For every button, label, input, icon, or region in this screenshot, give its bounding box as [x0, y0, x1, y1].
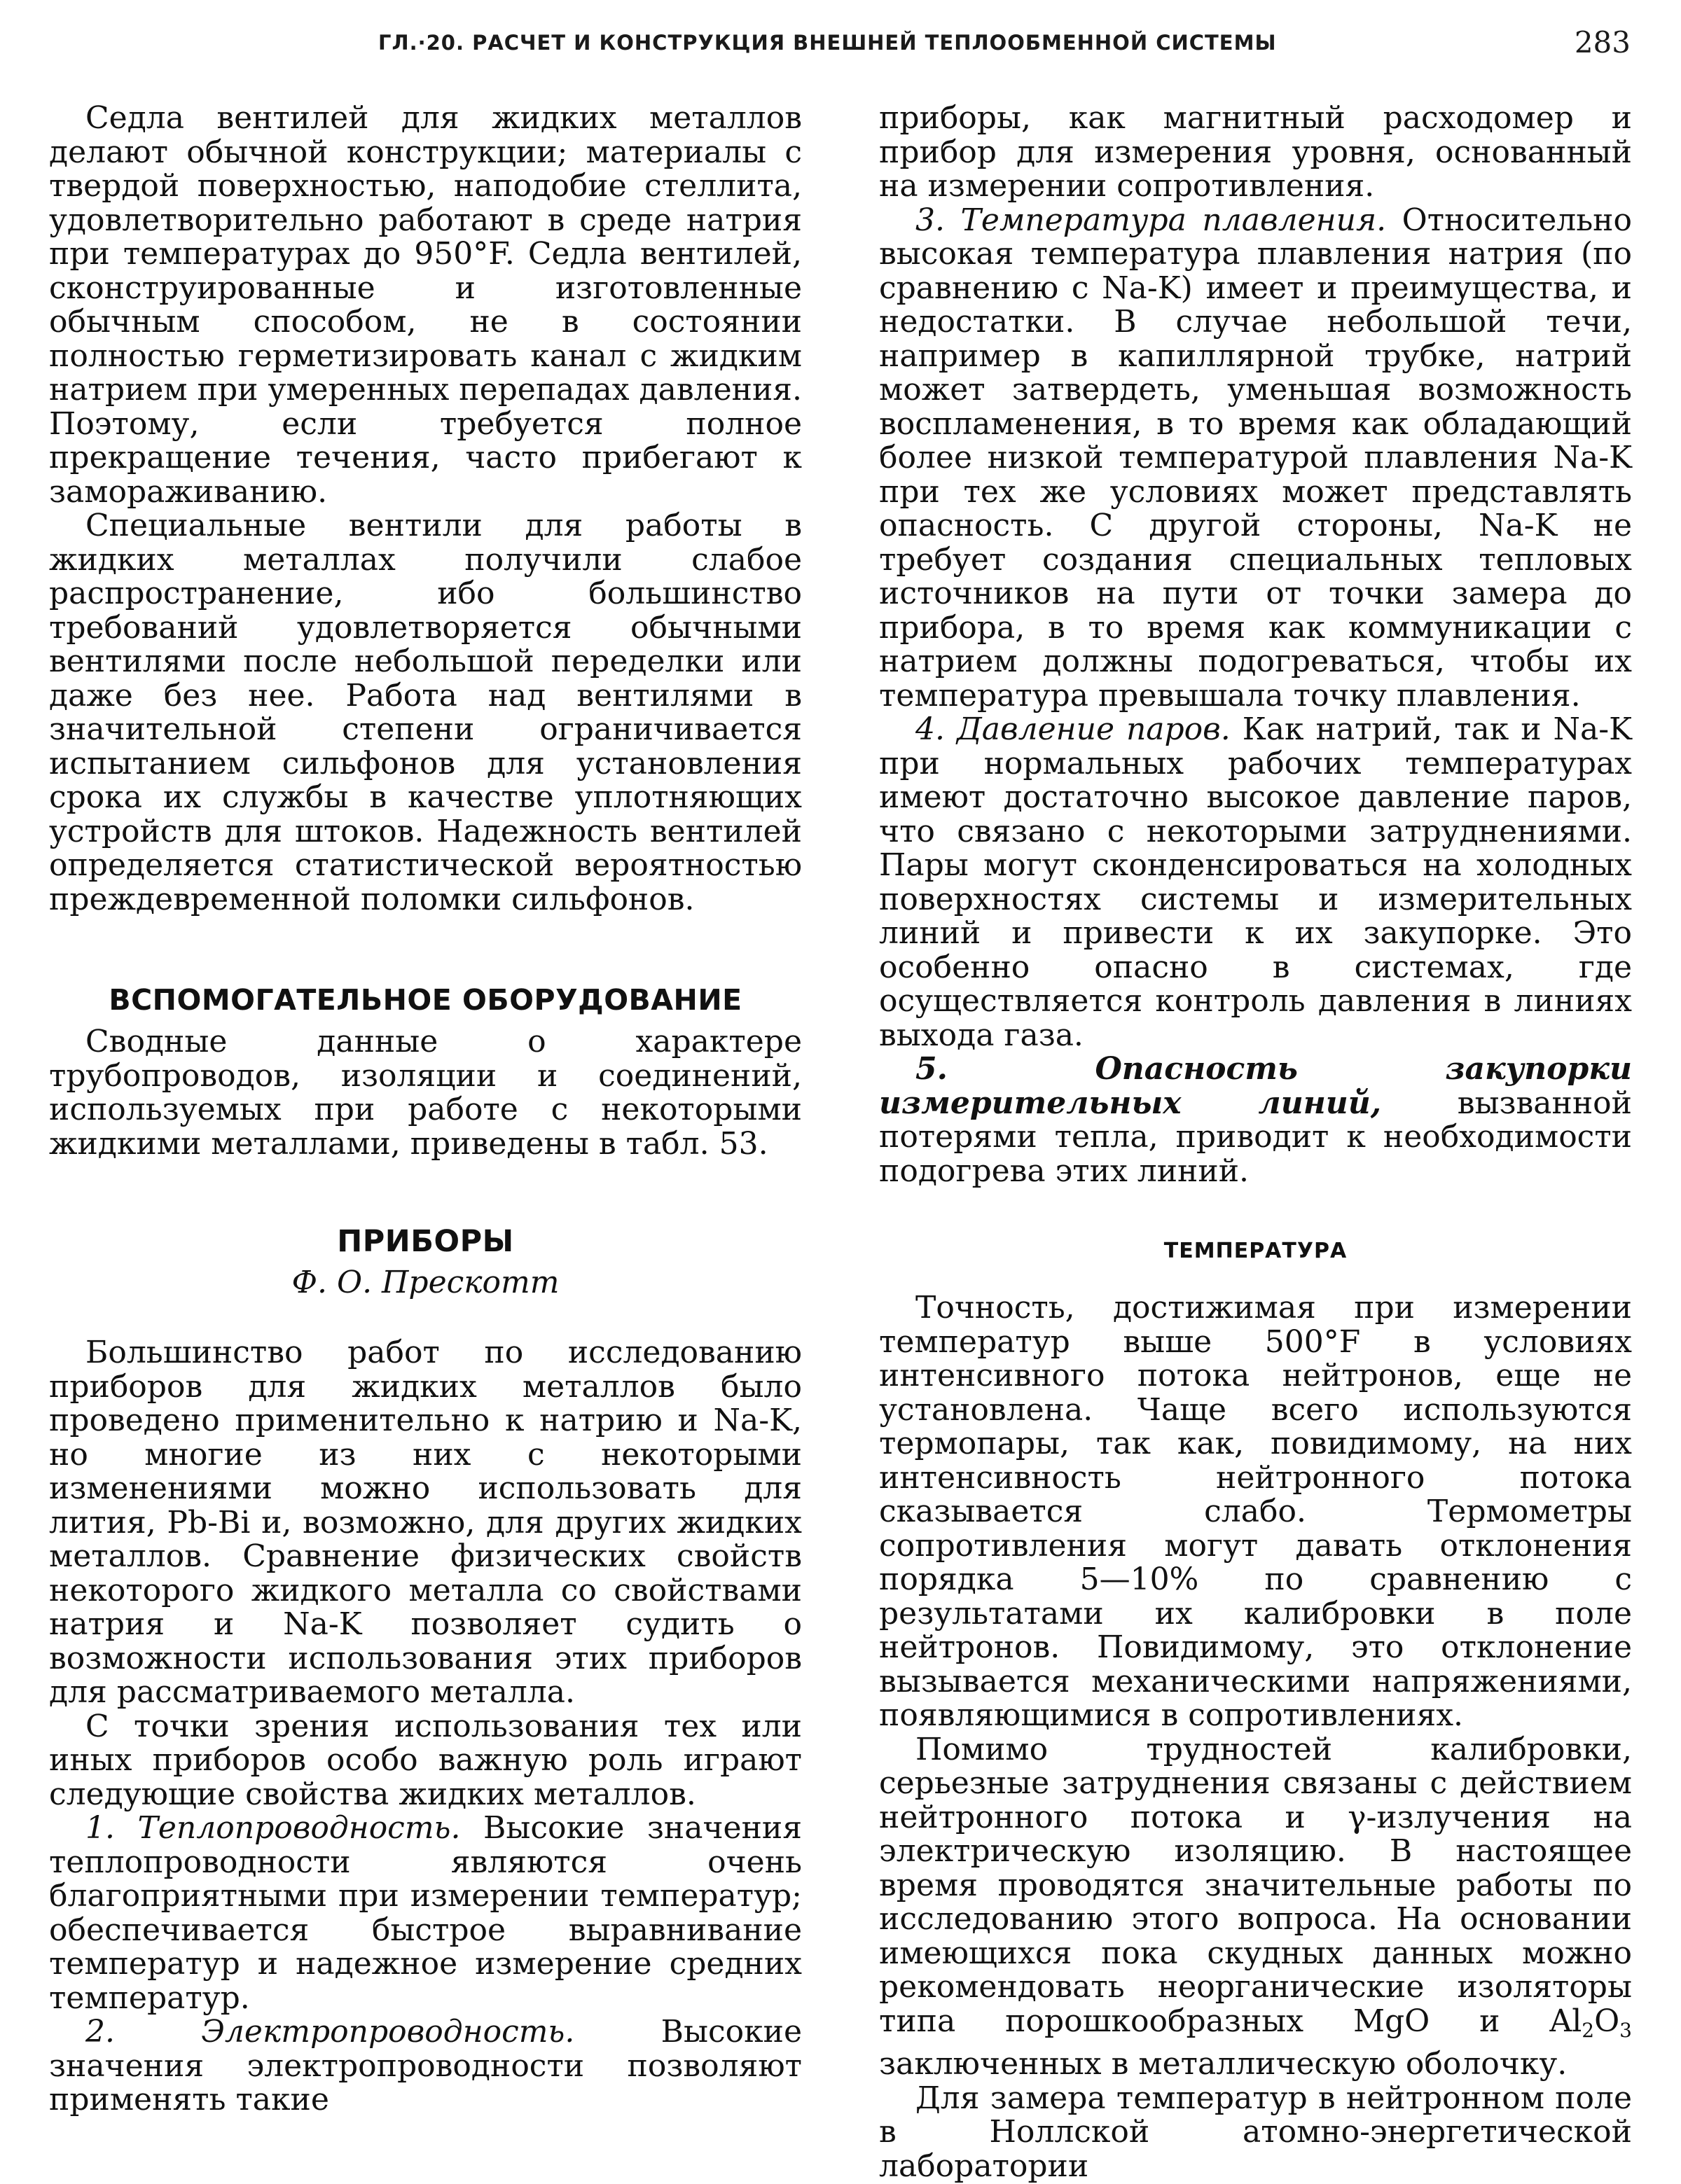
paragraph-devices-intro: Большинство работ по исследованию приборов для жидких металлов было проведено применительно к натрию и Na-K, но многие из них с некоторыми изменениями можно использовать для лития, Pb-Bi и, возможно, для других жидких металлов. Сравнение физических свойств некоторого жидкого металла со свойствами натрия и Na-K позволяет судить о возможности использования этих приборов для рассматриваемого металла.: [49, 1335, 802, 1710]
list-item-label: 1. Теплопроводность.: [85, 1810, 461, 1846]
list-item-label: 5. Опасность закупорки измерительных линий,: [879, 1051, 1632, 1121]
list-item-text: Относительно высокая температура плавления натрия (по сравнению с Na-K) имеет и преимущества, и недостатки. В случае небольшой течи, например в капиллярной трубке, натрий может затвердеть, уменьшая возможность воспламенения, в то время как обладающий более низкой температурой плавления Na-K при тех же условиях может представлять опасность. С другой стороны, Na-K не требует создания специальных тепловых источников на пути от точки замера до прибора, в то время как коммуникации с натрием должны подогреваться, чтобы их температура превышала точку плавления.: [879, 202, 1632, 714]
paragraph-accuracy: Точность, достижимая при измерении температур выше 500°F в условиях интенсивного потока нейтронов, еще не установлена. Чаще всего используются термопары, так как, повидимому, на них интенсивность нейтронного потока сказывается слабо. Термометры сопротивления могут давать отклонения порядка 5—10% по сравнению с результатами их калибровки в поле нейтронов. Повидимому, это отклонение вызывается механическими напряжениями, появляющимися в сопротивлениях.: [879, 1290, 1632, 1733]
author-name: Ф. О. Прескотт: [291, 1265, 560, 1300]
paragraph-auxiliary-equipment: Сводные данные о характере трубопроводов, изоляции и соединений, используемых при работе с некоторыми жидкими металлами, приведены в табл. 53.: [49, 1024, 802, 1162]
page-header: [0, 25, 1681, 67]
list-item-text: Как натрий, так и Na-K при нормальных рабочих температурах имеют достаточно высокое давление паров, что связано с некоторыми затруднениями. Пары могут сконденсироваться на холодных поверхностях системы и измерительных линий и привести к их закупорке. Это особенно опасно в системах, где осуществляется контроль давления в линиях выхода газа.: [879, 711, 1632, 1053]
list-item-label: 2. Электропроводность.: [85, 2014, 575, 2050]
paragraph-knolls-laboratory: Для замера температур в нейтронном поле в Ноллской атомно-энергетической лаборатории: [879, 2080, 1632, 2184]
paragraph-valve-seats: Седла вентилей для жидких металлов делают обычной конструкции; материалы с твердой поверхностью, наподобие стеллита, удовлетворительно работают в среде натрия при температурах до 950°F. Седла вентилей, сконструированные и изготовленные обычным способом, не в состоянии полностью герметизировать канал с жидким натрием при умеренных перепадах давления. Поэтому, если требуется полное прекращение течения, часто прибегают к замораживанию.: [49, 100, 803, 510]
paragraph-special-valves: Специальные вентили для работы в жидких металлах получили слабое распространение, ибо большинство требований удовлетворяется обычными вентилями после небольшой переделки или даже без нее. Работа над вентилями в значительной степени ограничивается испытанием сильфонов для установления срока их службы в качестве уплотняющих устройств для штоков. Надежность вентилей определяется статистической вероятностью преждевременной поломки сильфонов.: [49, 508, 802, 917]
list-item-thermal-conductivity: [49, 1811, 802, 2015]
list-item-label: 3. Температура плавления.: [915, 202, 1387, 238]
formula-subscript-3: 3: [1619, 2018, 1632, 2042]
list-item-text: вызванной потерями тепла, приводит к необходимости подогрева этих линий.: [879, 1085, 1632, 1189]
paragraph-insulation-tail: заключенных в металлическую оболочку.: [879, 2046, 1568, 2082]
list-item-vapor-pressure: [879, 713, 1632, 1052]
paragraph-insulation: [879, 1733, 1632, 2082]
running-title: ГЛ.·20. РАСЧЕТ И КОНСТРУКЦИЯ ВНЕШНЕЙ ТЕПЛООБМЕННОЙ СИСТЕМЫ: [378, 31, 1277, 55]
heading-auxiliary-equipment: ВСПОМОГАТЕЛЬНОЕ ОБОРУДОВАНИЕ: [109, 983, 742, 1017]
heading-devices: ПРИБОРЫ: [337, 1224, 514, 1259]
paragraph-continuation: приборы, как магнитный расходомер и прибор для измерения уровня, основанный на измерении сопротивления.: [879, 100, 1632, 204]
list-item-melting-point: [879, 204, 1632, 714]
right-column: [879, 102, 1632, 2183]
page-number: 283: [1574, 25, 1631, 60]
list-item-line-clogging: [879, 1052, 1632, 1188]
left-column: [49, 102, 802, 2117]
formula-oxygen: O: [1594, 2003, 1620, 2039]
list-item-text: Высокие значения электропроводности позволяют применять такие: [49, 2014, 802, 2117]
paragraph-key-properties: С точки зрения использования тех или иных приборов особо важную роль играют следующие свойства жидких металлов.: [49, 1708, 802, 1812]
formula-subscript-2: 2: [1582, 2018, 1595, 2042]
list-item-label: 4. Давление паров.: [915, 711, 1231, 747]
list-item-electrical-conductivity: [49, 2015, 802, 2117]
list-item-text: Высокие значения теплопроводности являются очень благоприятными при измерении температур; обеспечивается быстрое выравнивание температур и надежное измерение средних температур.: [49, 1810, 802, 2016]
heading-temperature: ТЕМПЕРАТУРА: [1163, 1239, 1348, 1263]
paragraph-insulation-lead: Помимо трудностей калибровки, серьезные затруднения связаны с действием нейтронного потока и γ-излучения на электрическую изоляцию. В настоящее время проводятся значительные работы по исследованию этого вопроса. На основании имеющихся пока скудных данных можно рекомендовать неорганические изоляторы типа порошкообразных MgO и Al: [879, 1731, 1632, 2039]
